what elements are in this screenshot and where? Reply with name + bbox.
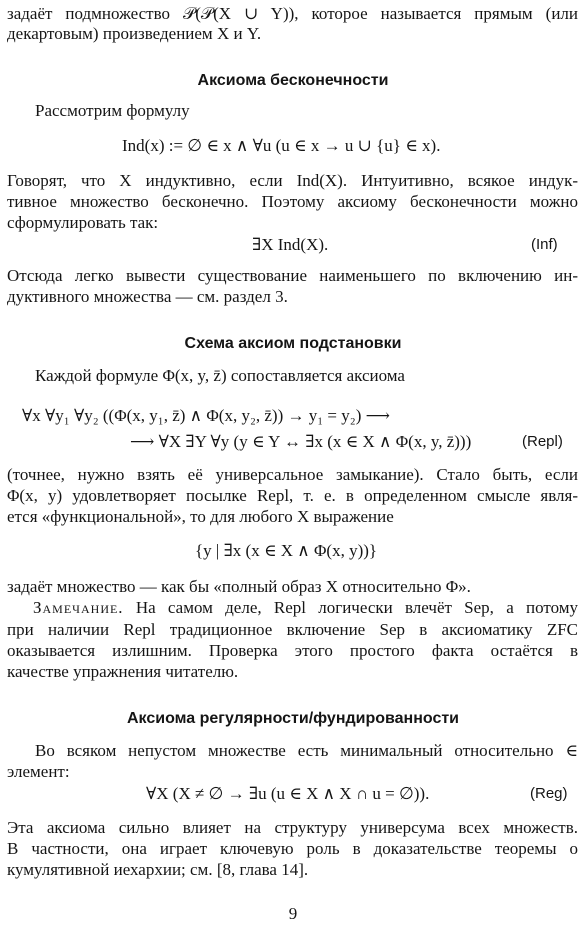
replacement-p2-line-1: (точнее, нужно взять её универсальное замыкание). Стало быть, если (7, 465, 578, 484)
formula-ind: Ind(x) := ∅ ∈ x ∧ ∀u (u ∈ x → u ∪ {u} ∈ x). (122, 136, 441, 155)
regularity-p2-line-2: В частности, она играет ключевую роль в доказательстве теоремы о (7, 839, 578, 858)
page-number: 9 (288, 904, 298, 923)
formula-repl-line-2: ⟶ ∀X ∃Y ∀y (y ∈ Y ↔ ∃x (x ∈ X ∧ Φ(x, y, z̄))) (130, 432, 472, 451)
infinity-intro: Рассмотрим формулу (35, 101, 190, 120)
regularity-p1-line-1: Во всяком непустом множестве есть минимальный относительно ∈ (35, 741, 578, 760)
regularity-p1-line-2: элемент: (7, 762, 70, 781)
infinity-p2-line-3: сформулировать так: (7, 213, 159, 232)
tag-inf: (Inf) (531, 236, 558, 253)
replacement-p2-line-3: ется «функциональной», то для любого X выражение (7, 507, 394, 526)
tag-repl: (Repl) (522, 433, 563, 450)
replacement-intro: Каждой формуле Φ(x, y, z̄) сопоставляется аксиома (35, 366, 405, 385)
formula-reg: ∀X (X ≠ ∅ → ∃u (u ∈ X ∧ X ∩ u = ∅)). (146, 784, 430, 803)
remark-line-2: при наличии Repl традиционное включение Sep в аксиоматику ZFC (7, 620, 578, 639)
intro-line-2: декартовым) произведением X и Y. (7, 24, 262, 43)
heading-replacement: Схема аксиом подстановки (184, 335, 402, 352)
regularity-p2-line-3: кумулятивной иехархии; см. [8, глава 14]. (7, 860, 309, 879)
regularity-p2-line-1: Эта аксиома сильно влияет на структуру универсума всех множеств. (7, 818, 578, 837)
heading-regularity: Аксиома регулярности/фундированности (126, 710, 460, 727)
remark-text: На самом деле, Repl логически влечёт Sep, а потому (135, 598, 579, 617)
infinity-p3-line-1: Отсюда легко вывести существование наименьшего по включению ин- (7, 266, 578, 285)
formula-inf: ∃X Ind(X). (252, 235, 329, 254)
replacement-p2-line-2: Φ(x, y) удовлетворяет посылке Repl, т. е. в определенном смысле явля- (7, 486, 578, 505)
replacement-p3: задаёт множество — как бы «полный образ X относительно Φ». (7, 577, 471, 596)
infinity-p2-line-1: Говорят, что X индуктивно, если Ind(X). Интуитивно, всякое индук- (7, 171, 578, 190)
infinity-p3-line-2: дуктивного множества — см. раздел 3. (7, 287, 288, 306)
intro-line-1: задаёт подмножество 𝒫(𝒫(X ∪ Y)), которое называется прямым (или (7, 4, 578, 23)
formula-repl-line-1: ∀x ∀y₁ ∀y₂ ((Φ(x, y₁, z̄) ∧ Φ(x, y₂, z̄)) → y₁ = y₂) ⟶ (22, 406, 390, 425)
remark-label: Замечание. (33, 598, 124, 617)
infinity-p2-line-2: тивное множество бесконечно. Поэтому аксиому бесконечности можно (7, 192, 578, 211)
remark-line-4: качестве упражнения читателю. (7, 662, 239, 681)
remark-line-1 (7, 598, 578, 618)
heading-infinity: Аксиома бесконечности (197, 72, 389, 89)
remark-line-3: оказывается излишним. Проверка этого простого факта остаётся в (7, 641, 578, 660)
tag-reg: (Reg) (530, 785, 568, 802)
formula-set: {y | ∃x (x ∈ X ∧ Φ(x, y))} (195, 541, 378, 560)
